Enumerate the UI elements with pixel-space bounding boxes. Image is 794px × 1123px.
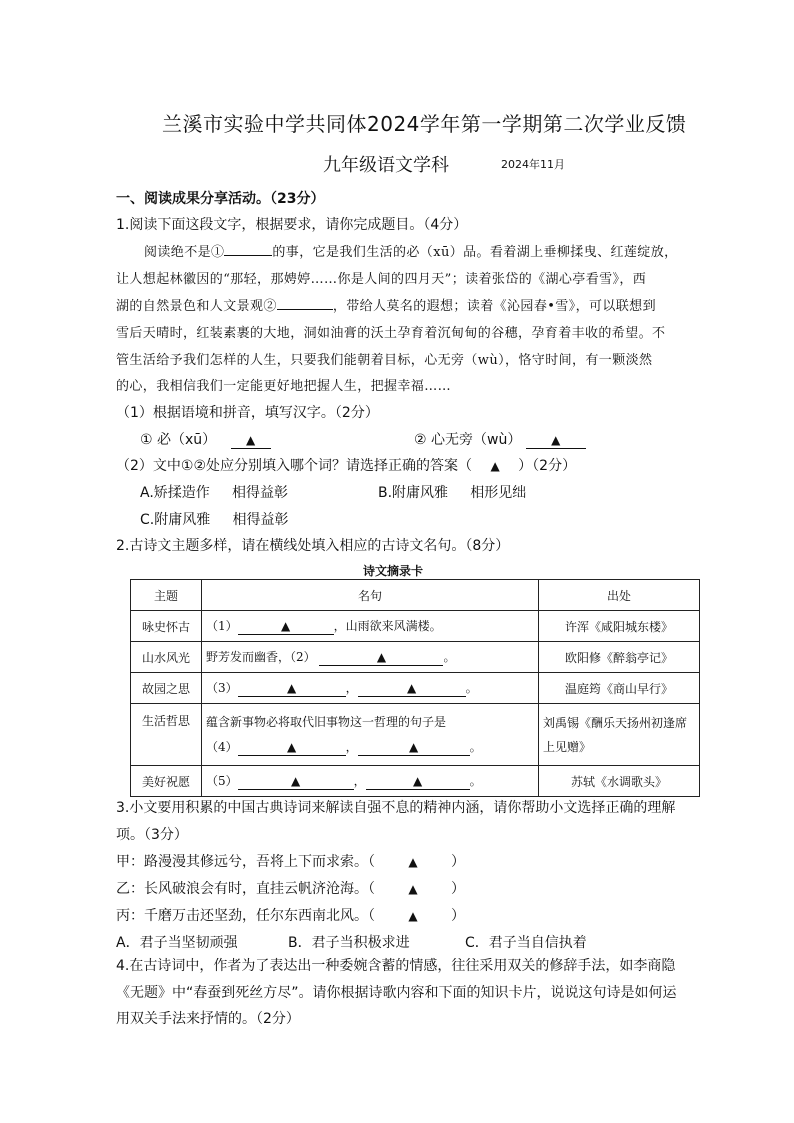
row-source: 苏轼《水调歌头》 [539, 766, 700, 797]
line-mid: 。 [443, 650, 456, 664]
answer-slot[interactable] [375, 908, 451, 924]
row-source: 许浑《咸阳城东楼》 [539, 611, 700, 642]
close-paren: ） [451, 881, 465, 897]
sub1-b-label: ② 心无旁（wù） [414, 432, 522, 448]
exam-date: 2024年11月 [501, 158, 565, 171]
jia-text: 甲：路漫漫其修远兮，吾将上下而求索。（ [116, 854, 375, 870]
line-mid: ， [353, 774, 366, 788]
q3-option-b: B．君子当积极求进 [288, 935, 410, 951]
q1-passage-line: 的心，我相信我们一定能更好地把握人生，把握幸福…… [116, 379, 452, 394]
triangle-marker-icon: ▲ [287, 681, 297, 695]
triangle-marker-icon: ▲ [407, 681, 417, 695]
table-row [131, 642, 700, 673]
line-end: 。 [469, 740, 482, 754]
bing-text: 丙：千磨万击还坚劲，任尔东西南北风。（ [116, 908, 375, 924]
line-pre: （5） [206, 774, 238, 788]
row-blanks [206, 738, 534, 756]
row-line [202, 673, 539, 704]
card-title: 诗文摘录卡 [363, 564, 424, 578]
poetry-card-table [130, 579, 700, 797]
q1-sub1: （1）根据语境和拼音，填写汉字。（2分） [116, 405, 379, 421]
triangle-marker-icon: ▲ [291, 774, 301, 788]
q3-stem: 3.小文要用积累的中国古典诗词来解读自强不息的精神内涵，请你帮助小文选择正确的理解 [116, 800, 676, 816]
row-theme: 美好祝愿 [131, 766, 202, 797]
row-theme: 山水风光 [131, 642, 202, 673]
row-theme: 故园之思 [131, 673, 202, 704]
triangle-marker-icon: ▲ [409, 740, 419, 754]
triangle-marker-icon: ▲ [376, 650, 387, 664]
q3-item-yi [116, 878, 465, 898]
q1-passage-line [116, 295, 656, 314]
table-row [131, 611, 700, 642]
option-b: B.附庸风雅 相形见绌 [378, 485, 527, 501]
col-source: 出处 [539, 580, 700, 611]
triangle-marker-icon: ▲ [408, 855, 418, 869]
subject-title: 九年级语文学科 [323, 155, 449, 176]
q1-stem: 1.阅读下面这段文字，根据要求，请你完成题目。（4分） [116, 217, 468, 233]
line-mid: ，山雨欲来风满楼。 [333, 619, 442, 633]
passage-text: 阅读绝不是① [144, 245, 225, 260]
answer-blank[interactable] [238, 681, 346, 697]
answer-blank[interactable] [358, 681, 466, 697]
close-paren: ） [451, 908, 465, 924]
q3-option-a: A．君子当坚韧顽强 [116, 935, 238, 951]
row-note: 蕴含新事物必将取代旧事物这一哲理的句子是 [206, 715, 447, 729]
blank-2[interactable] [277, 309, 333, 310]
yi-text: 乙：长风破浪会有时，直挂云帆济沧海。（ [116, 881, 375, 897]
col-line: 名句 [202, 580, 539, 611]
col-theme: 主题 [131, 580, 202, 611]
triangle-marker-icon: ▲ [287, 740, 297, 754]
row-source: 温庭筠《商山早行》 [539, 673, 700, 704]
line-pre: 野芳发而幽香，（2） [206, 650, 316, 664]
q3-stem-cont: 项。（3分） [116, 827, 188, 843]
q4-line: 4.在古诗词中，作者为了表达出一种委婉含蓄的情感，往往采用双关的修辞手法，如李商隐 [116, 958, 676, 974]
table-row [131, 673, 700, 704]
q1-sub1-b [414, 429, 586, 449]
option-a: A.矫揉造作 相得益彰 [140, 485, 289, 501]
q1-passage-line: 管生活给予我们怎样的人生，只要我们能朝着目标，心无旁（wù），恪守时间，有一颗淡然 [116, 353, 653, 368]
line-pre: （1） [206, 619, 238, 633]
triangle-marker-icon[interactable]: ▲ [490, 459, 500, 473]
row-source: 欧阳修《醉翁亭记》 [539, 642, 700, 673]
line-end: 。 [469, 774, 482, 788]
line-mid: ， [345, 740, 358, 754]
triangle-marker-icon: ▲ [408, 909, 418, 923]
answer-slot[interactable] [375, 854, 451, 870]
q1-passage-line [144, 241, 678, 260]
q4-line: 《无题》中“春蚕到死丝方尽”。请你根据诗歌内容和下面的知识卡片，说说这句诗是如何运 [116, 985, 677, 1001]
passage-text: 的事，它是我们生活的必（xū）品。看着湖上垂柳揉曳、红莲绽放， [272, 245, 678, 260]
triangle-marker-icon: ▲ [413, 774, 423, 788]
answer-blank[interactable] [526, 433, 586, 449]
sub2-end: ）（2分） [518, 458, 577, 474]
passage-text: ，带给人莫名的遐想；读着《沁园春•雪》，可以联想到 [332, 299, 656, 314]
line-mid: ， [345, 681, 358, 695]
table-header-row [131, 580, 700, 611]
q3-option-c: C．君子当自信执着 [465, 935, 587, 951]
answer-blank[interactable] [238, 774, 354, 790]
row-theme: 生活哲思 [131, 704, 202, 766]
q1-passage-line: 雪后天晴时，红装素裹的大地，洞如油膏的沃土孕育着沉甸甸的谷穗，孕育着丰收的希望。不 [116, 326, 666, 341]
answer-blank[interactable] [231, 433, 271, 449]
answer-blank[interactable] [358, 740, 470, 756]
answer-blank[interactable] [319, 650, 443, 666]
sub1-a-label: ① 必（xū） [140, 432, 217, 448]
triangle-marker-icon: ▲ [281, 619, 291, 633]
section-heading: 一、阅读成果分享活动。（23分） [116, 191, 325, 207]
blank-1[interactable] [224, 255, 272, 256]
q1-sub2 [116, 455, 576, 475]
table-row [131, 704, 700, 766]
table-row [131, 766, 700, 797]
triangle-marker-icon: ▲ [408, 882, 418, 896]
q3-item-bing [116, 905, 465, 925]
answer-blank[interactable] [238, 619, 334, 635]
answer-blank[interactable] [238, 740, 346, 756]
option-c: C.附庸风雅 相得益彰 [140, 512, 289, 528]
q4-line: 用双关手法来抒情的。（2分） [116, 1011, 300, 1027]
row-source: 刘禹锡《酬乐天扬州初逢席上见赠》 [539, 704, 700, 766]
row-theme: 咏史怀古 [131, 611, 202, 642]
close-paren: ） [451, 854, 465, 870]
passage-text: 湖的自然景色和人文景观② [116, 299, 277, 314]
answer-blank[interactable] [366, 774, 470, 790]
triangle-marker-icon: ▲ [246, 433, 256, 447]
answer-slot[interactable] [375, 881, 451, 897]
sub2-text: （2）文中①②处应分别填入哪个词？请选择正确的答案（ [116, 458, 473, 474]
line-pre: （3） [206, 681, 238, 695]
row-line [202, 704, 539, 766]
q3-item-jia [116, 851, 465, 871]
line-pre: （4） [206, 740, 238, 754]
q1-passage-line: 让人想起林徽因的“那轻，那娉婷……你是人间的四月天”；读着张岱的《湖心亭看雪》，西 [116, 272, 647, 287]
row-line [202, 766, 539, 797]
q2-stem: 2.古诗文主题多样，请在横线处填入相应的古诗文名句。（8分） [116, 538, 510, 554]
row-line [202, 642, 539, 673]
page-title: 兰溪市实验中学共同体2024学年第一学期第二次学业反馈 [162, 112, 687, 136]
triangle-marker-icon: ▲ [551, 433, 561, 447]
q1-sub1-a [140, 429, 271, 449]
row-line [202, 611, 539, 642]
line-end: 。 [465, 681, 478, 695]
